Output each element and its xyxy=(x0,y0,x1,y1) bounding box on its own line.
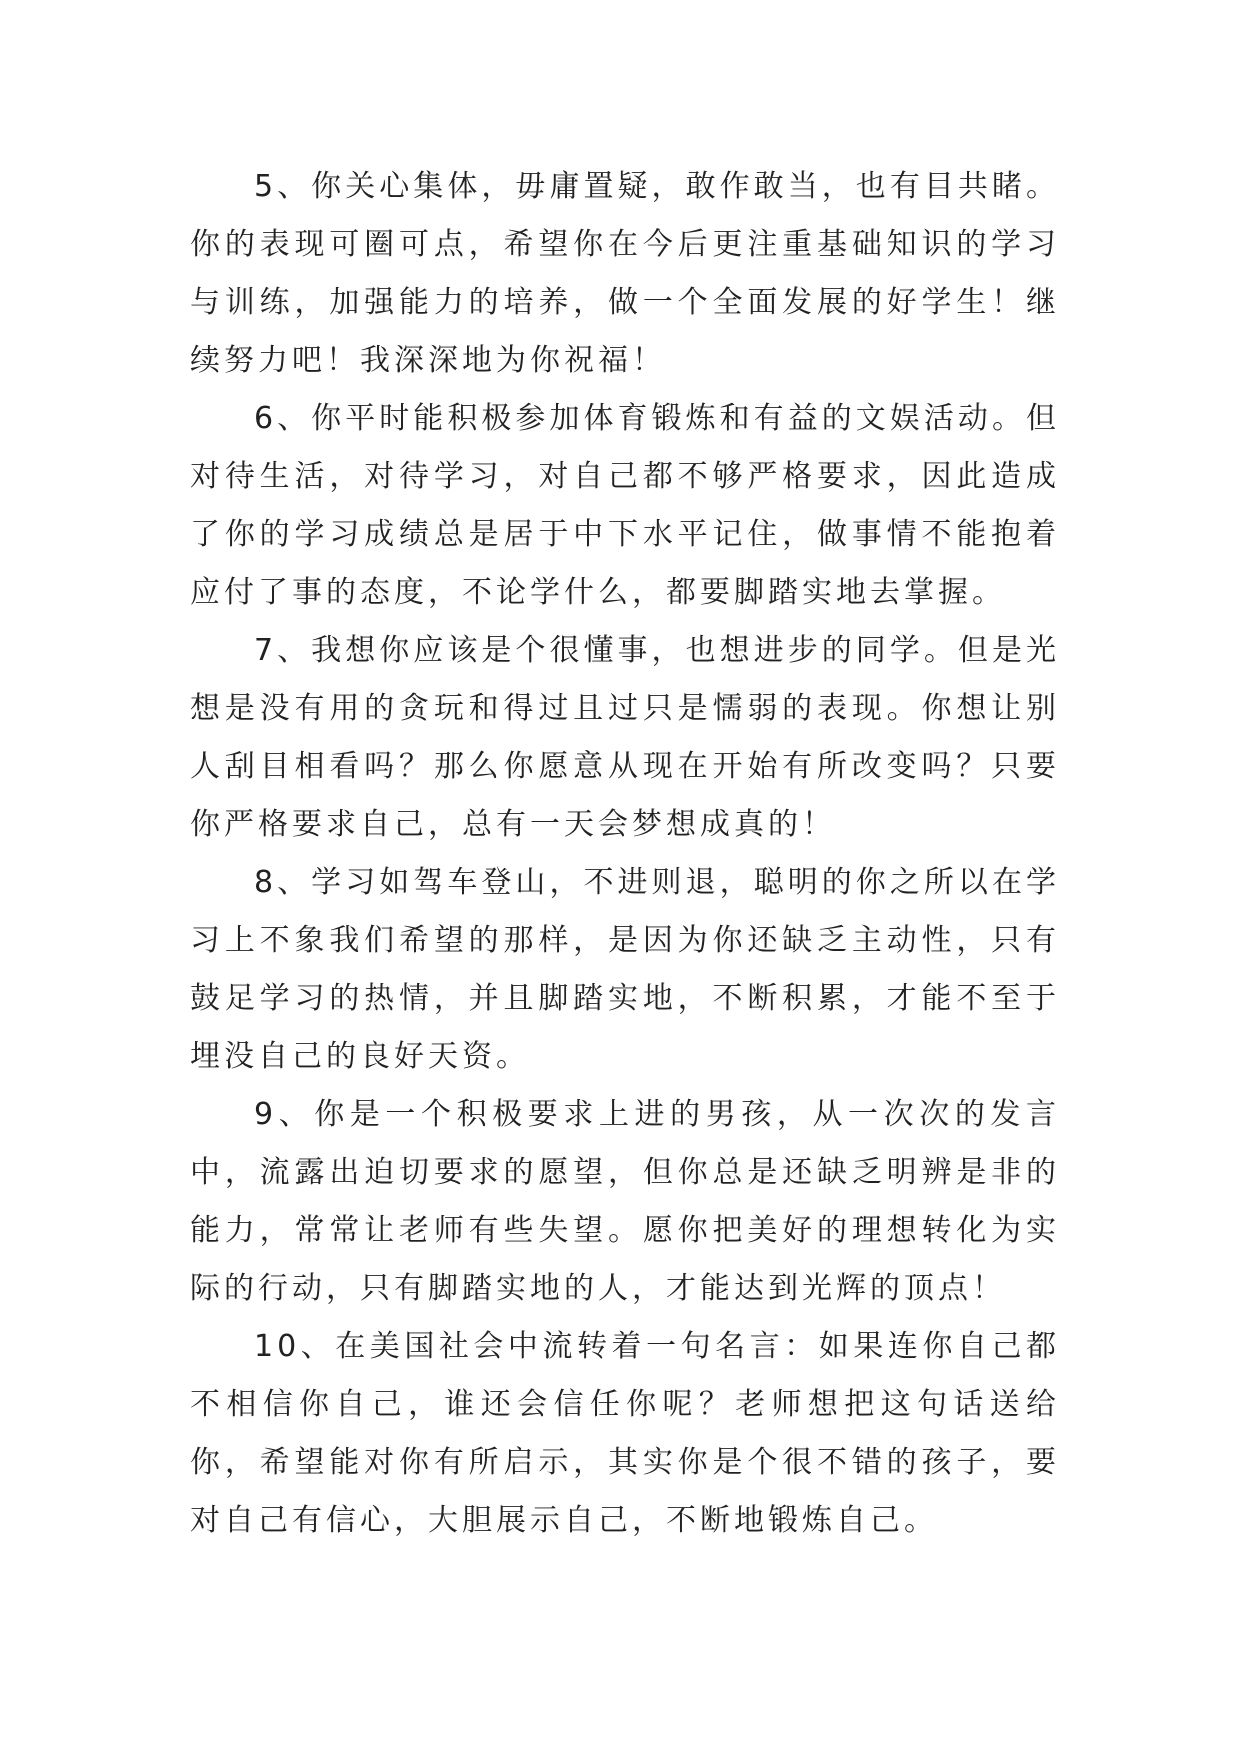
comment-paragraph-8: 8、学习如驾车登山，不进则退，聪明的你之所以在学习上不象我们希望的那样，是因为你还缺乏主动性，只有鼓足学习的热情，并且脚踏实地，不断积累，才能不至于埋没自己的良好天资。 xyxy=(190,865,1060,1074)
document-body xyxy=(190,158,1060,1550)
comment-paragraph-6: 6、你平时能积极参加体育锻炼和有益的文娱活动。但对待生活，对待学习，对自己都不够严格要求，因此造成了你的学习成绩总是居于中下水平记住，做事情不能抱着应付了事的态度，不论学什么，都要脚踏实地去掌握。 xyxy=(190,401,1060,610)
comment-paragraph-9: 9、你是一个积极要求上进的男孩，从一次次的发言中，流露出迫切要求的愿望，但你总是还缺乏明辨是非的能力，常常让老师有些失望。愿你把美好的理想转化为实际的行动，只有脚踏实地的人，才能达到光辉的顶点！ xyxy=(190,1097,1060,1306)
comment-paragraph-5: 5、你关心集体，毋庸置疑，敢作敢当，也有目共睹。你的表现可圈可点，希望你在今后更注重基础知识的学习与训练，加强能力的培养，做一个全面发展的好学生！继续努力吧！我深深地为你祝福！ xyxy=(190,169,1060,378)
comment-paragraph-10: 10、在美国社会中流转着一句名言：如果连你自己都不相信你自己，谁还会信任你呢？老师想把这句话送给你，希望能对你有所启示，其实你是个很不错的孩子，要对自己有信心，大胆展示自己，不断地锻炼自己。 xyxy=(190,1329,1060,1538)
comment-paragraph-7: 7、我想你应该是个很懂事，也想进步的同学。但是光想是没有用的贪玩和得过且过只是懦弱的表现。你想让别人刮目相看吗？那么你愿意从现在开始有所改变吗？只要你严格要求自己，总有一天会梦想成真的！ xyxy=(190,633,1060,842)
